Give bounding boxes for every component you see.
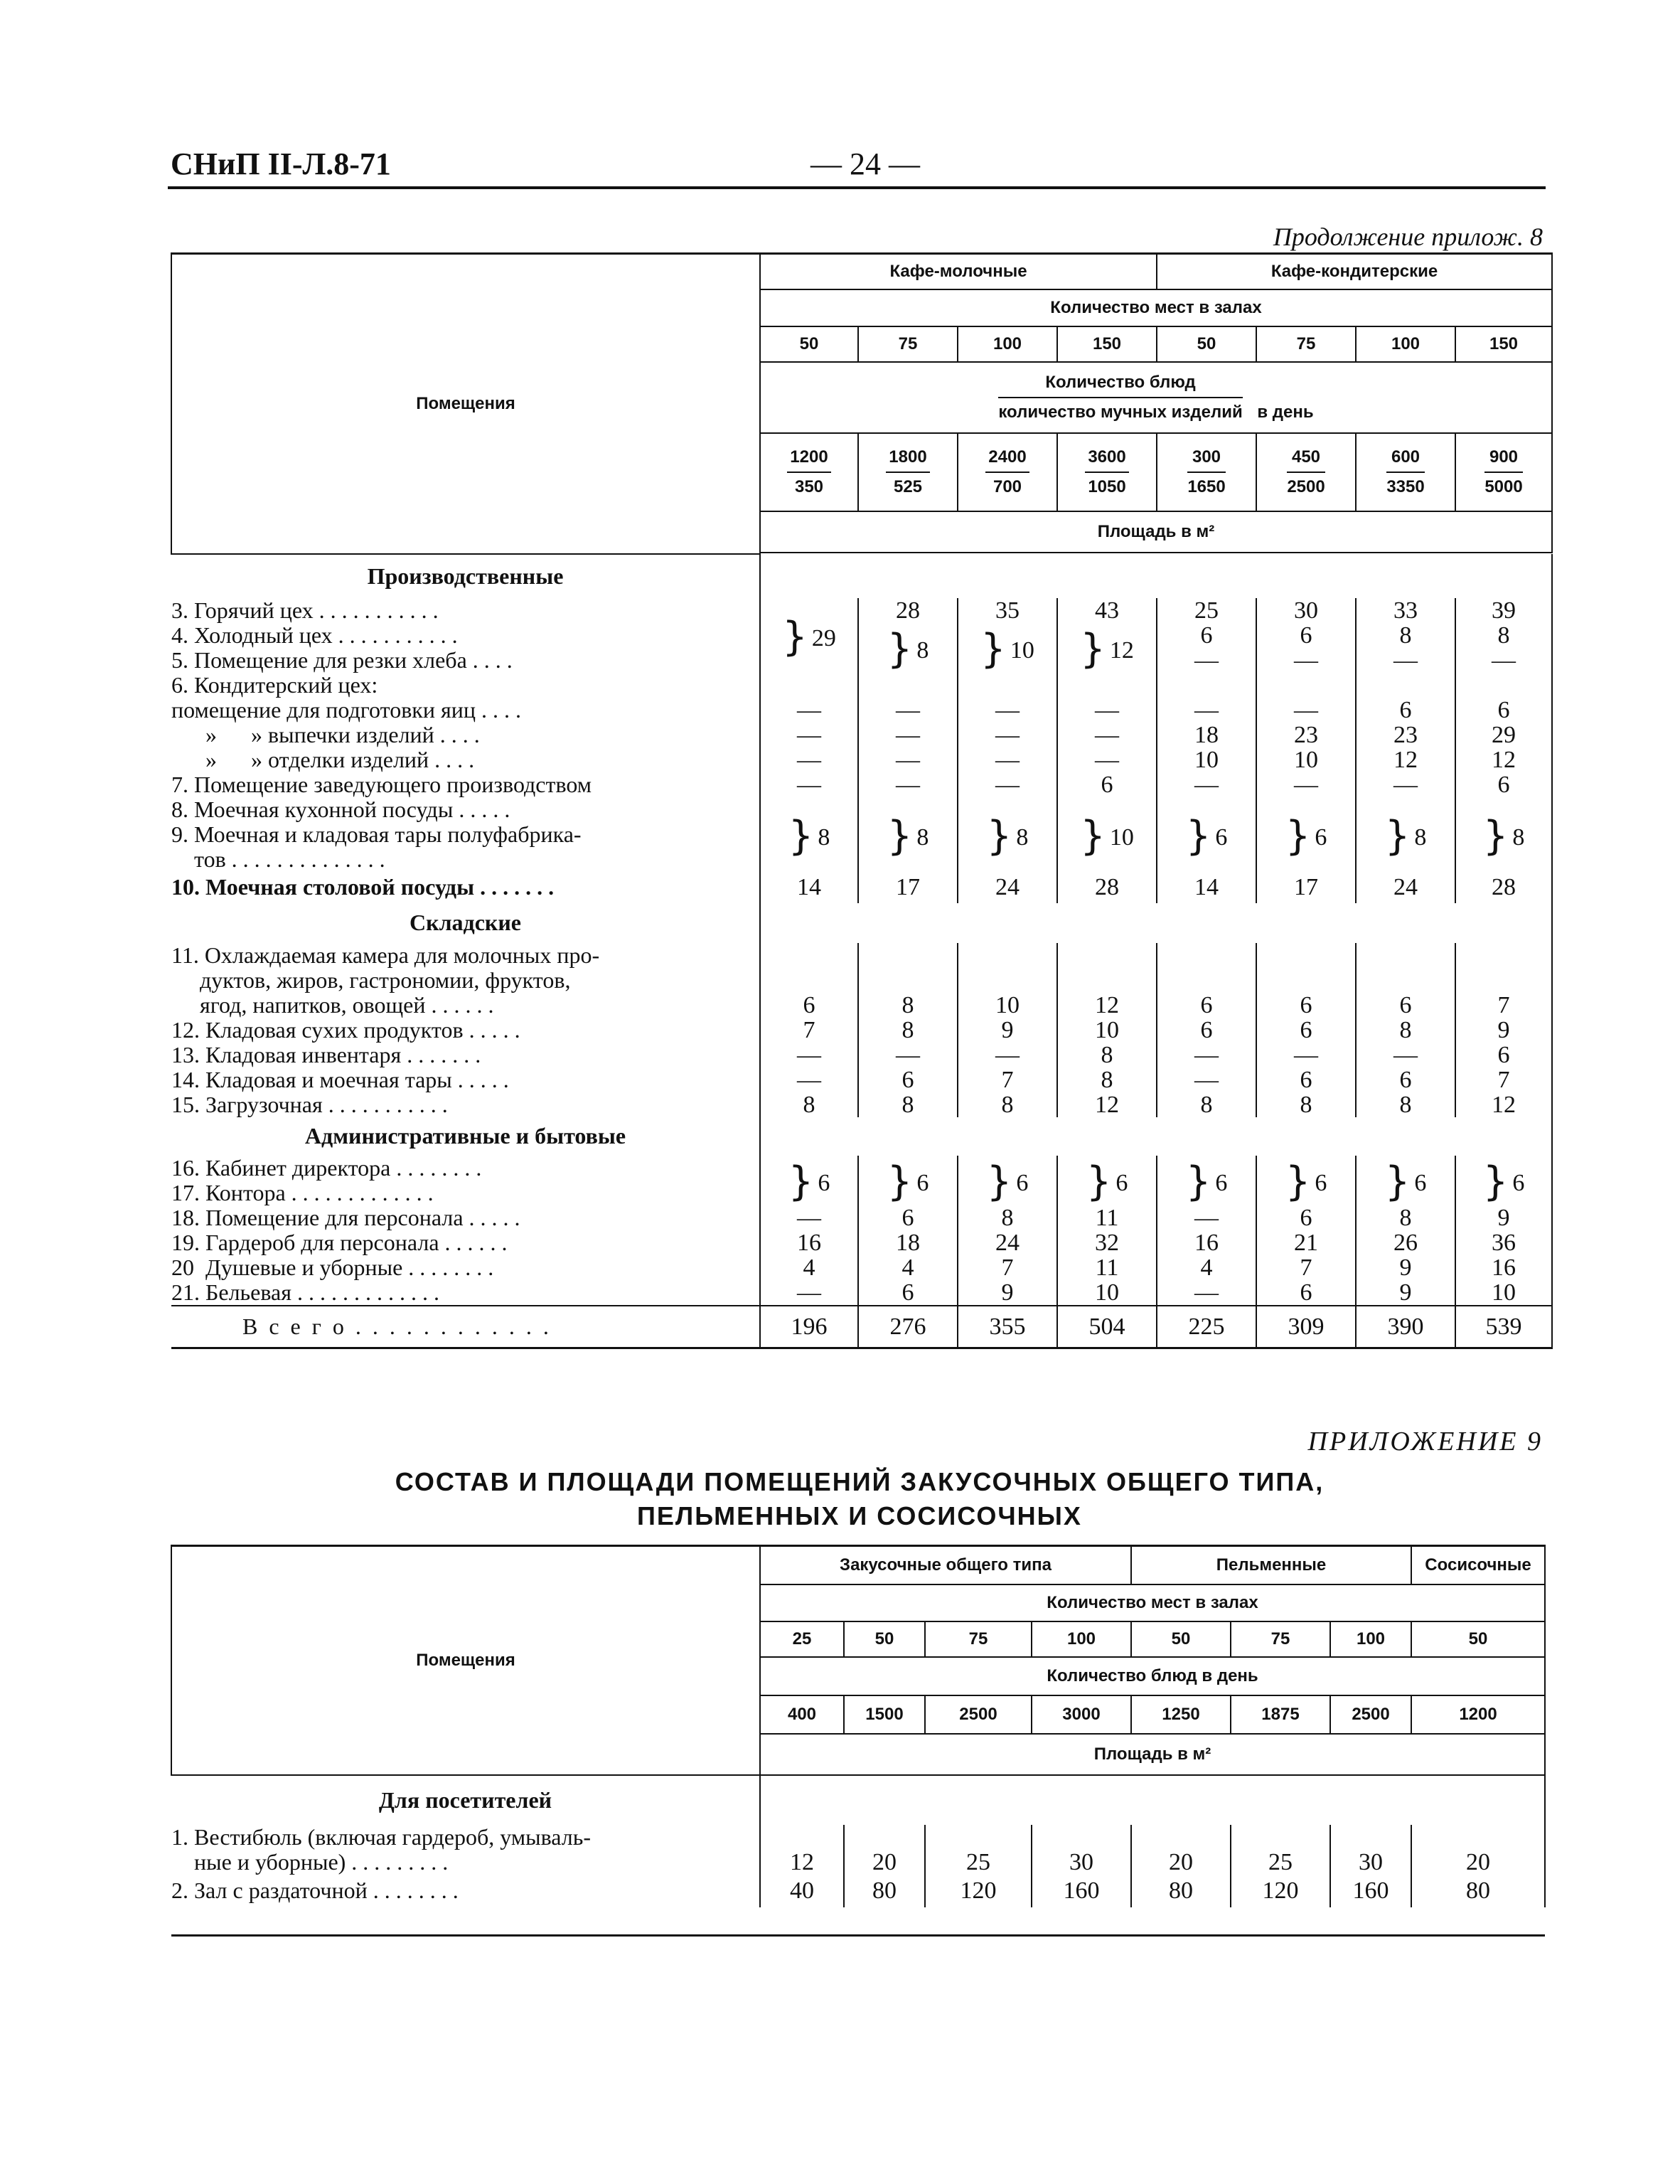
value-cell: 6 xyxy=(1455,698,1552,723)
value-cell: 8 xyxy=(1356,1018,1455,1043)
seats-cell: 75 xyxy=(1256,326,1356,362)
value-cell: 6 xyxy=(858,1205,958,1230)
value-cell: — xyxy=(1157,648,1256,673)
value-cell: } 8 xyxy=(1356,797,1455,872)
value-cell: 9 xyxy=(1356,1280,1455,1306)
value-cell: 28 xyxy=(1057,872,1157,903)
total-cell: 355 xyxy=(958,1306,1057,1348)
total-cell: 504 xyxy=(1057,1306,1157,1348)
value-cell: 80 xyxy=(1411,1875,1545,1907)
dishes-cell: $\frac{300}{1650}$ xyxy=(1157,433,1256,511)
value-cell: 9 xyxy=(1455,1018,1552,1043)
value-cell: 4 xyxy=(1157,1255,1256,1280)
value-cell: — xyxy=(760,772,858,797)
appendix-label: ПРИЛОЖЕНИЕ 9 xyxy=(1307,1427,1543,1456)
value-cell: 30 xyxy=(1330,1850,1411,1875)
dishes-cell: $\frac{900}{5000}$ xyxy=(1455,433,1552,511)
row-label: » » отделки изделий . . . . xyxy=(171,746,475,772)
brace-icon: } xyxy=(980,626,1006,672)
value-cell: 20 xyxy=(1411,1850,1545,1875)
seats-cell: 50 xyxy=(1157,326,1256,362)
value-cell: — xyxy=(760,1067,858,1092)
value-cell: 6 xyxy=(1256,1018,1356,1043)
value-cell: 26 xyxy=(1356,1230,1455,1255)
value-cell: — xyxy=(1455,648,1552,673)
value-cell: 20 xyxy=(844,1850,925,1875)
value-cell: — xyxy=(760,747,858,772)
value-cell: 28 xyxy=(1455,872,1552,903)
section-visitors: Для посетителей xyxy=(378,1786,552,1813)
dishes-cell: $\frac{2400}{700}$ xyxy=(958,433,1057,511)
row-label: 20 Душевые и уборные . . . . . . . . xyxy=(171,1254,494,1280)
dishes-cell: $\frac{3600}{1050}$ xyxy=(1057,433,1157,511)
group-header-dumpling-houses: Пельменные xyxy=(1131,1546,1411,1584)
row-label: 1. Вестибюль (включая гардероб, умываль- xyxy=(171,1823,591,1850)
value-cell: 33 xyxy=(1356,598,1455,623)
dishes-header: Количество блюд в день xyxy=(760,1657,1545,1695)
value-cell: 12 xyxy=(1455,747,1552,772)
section-production: Производственные xyxy=(367,563,564,589)
value-cell: 23 xyxy=(1256,723,1356,747)
value-cell: 80 xyxy=(844,1875,925,1907)
value-cell: 16 xyxy=(1455,1255,1552,1280)
value-cell: 18 xyxy=(1157,723,1256,747)
row-label: 9. Моечная и кладовая тары полуфабрика- xyxy=(171,821,582,847)
value-cell: 36 xyxy=(1455,1230,1552,1255)
row-label: 11. Охлаждаемая камера для молочных про- xyxy=(171,942,600,968)
value-cell: 10 xyxy=(1057,1018,1157,1043)
value-cell: — xyxy=(1256,1043,1356,1067)
value-cell: 4 xyxy=(760,1255,858,1280)
value-cell: 120 xyxy=(925,1875,1032,1907)
dishes-cell: $\frac{600}{3350}$ xyxy=(1356,433,1455,511)
value-cell: 29 xyxy=(1455,723,1552,747)
row-label: » » выпечки изделий . . . . xyxy=(171,721,480,747)
value-cell: — xyxy=(1057,747,1157,772)
seats-cell: 50 xyxy=(844,1621,925,1657)
appendix-title-line2: ПЕЛЬМЕННЫХ И СОСИСОЧНЫХ xyxy=(637,1501,1082,1530)
seats-header: Количество мест в залах xyxy=(760,289,1552,326)
dishes-cell: $\frac{1800}{525}$ xyxy=(858,433,958,511)
dishes-cell: 2500 xyxy=(1330,1695,1411,1734)
column-header-rooms: Помещения xyxy=(171,1546,760,1775)
value-cell: — xyxy=(760,1280,858,1306)
value-cell: — xyxy=(1356,1043,1455,1067)
seats-cell: 50 xyxy=(1131,1621,1231,1657)
value-cell: 16 xyxy=(1157,1230,1256,1255)
value-cell: 8 xyxy=(1157,1092,1256,1117)
value-cell: 8 xyxy=(1455,623,1552,648)
row-label: 12. Кладовая сухих продуктов . . . . . xyxy=(171,1016,520,1043)
value-cell: } 6 xyxy=(1356,1156,1455,1205)
value-cell: — xyxy=(760,698,858,723)
value-cell: 8 xyxy=(858,993,958,1018)
seats-cell: 75 xyxy=(858,326,958,362)
seats-cell: 100 xyxy=(1032,1621,1131,1657)
value-cell: 4 xyxy=(858,1255,958,1280)
appendix-title-line1: СОСТАВ И ПЛОЩАДИ ПОМЕЩЕНИЙ ЗАКУСОЧНЫХ ОБЩЕГО ТИПА, xyxy=(395,1467,1325,1496)
value-cell: — xyxy=(1256,772,1356,797)
value-cell: 8 xyxy=(958,1092,1057,1117)
value-cell: — xyxy=(858,747,958,772)
value-cell: 8 xyxy=(1057,1067,1157,1092)
value-cell: } 6 xyxy=(1256,797,1356,872)
total-label: В с е г о . . . . . . . . . . . . xyxy=(171,1306,760,1348)
value-cell: — xyxy=(858,723,958,747)
row-label: 2. Зал с раздаточной . . . . . . . . xyxy=(171,1877,459,1903)
row-label: 16. Кабинет директора . . . . . . . . xyxy=(171,1154,482,1181)
value-cell: 8 xyxy=(1256,1092,1356,1117)
dishes-cell: 1200 xyxy=(1411,1695,1545,1734)
flour-products-label: количество мучных изделий xyxy=(998,402,1243,422)
value-cell: 10 xyxy=(1256,747,1356,772)
row-label: тов . . . . . . . . . . . . . . xyxy=(171,846,385,872)
seats-cell: 75 xyxy=(925,1621,1032,1657)
value-cell: 8 xyxy=(1356,1205,1455,1230)
value-cell: 6 xyxy=(1256,1280,1356,1306)
row-label: 19. Гардероб для персонала . . . . . . xyxy=(171,1229,508,1255)
total-cell: 276 xyxy=(858,1306,958,1348)
brace-icon: } xyxy=(1080,626,1106,672)
value-cell: 11 xyxy=(1057,1205,1157,1230)
seats-cell: 75 xyxy=(1231,1621,1330,1657)
group-header-sausage-bars: Сосисочные xyxy=(1411,1546,1545,1584)
value-cell: 8 xyxy=(958,1205,1057,1230)
value-cell: } 6 xyxy=(1157,797,1256,872)
brace-icon: } xyxy=(887,626,913,672)
value-cell: 7 xyxy=(760,1018,858,1043)
value-cell: 12 xyxy=(1356,747,1455,772)
area-header: Площадь в м² xyxy=(760,511,1552,553)
value-cell: } 8 xyxy=(760,797,858,872)
page-number: — 24 — xyxy=(810,147,920,181)
seats-cell: 50 xyxy=(760,326,858,362)
column-header-rooms: Помещения xyxy=(171,254,760,554)
value-cell: 6 xyxy=(1157,623,1256,648)
value-cell: 23 xyxy=(1356,723,1455,747)
value-cell: — xyxy=(1157,1067,1256,1092)
value-cell: 10 xyxy=(958,993,1057,1018)
value-cell: } 12 xyxy=(1057,623,1157,673)
value-cell: } 6 xyxy=(1057,1156,1157,1205)
value-cell: 30 xyxy=(1032,1850,1131,1875)
seats-cell: 150 xyxy=(1455,326,1552,362)
value-cell: 9 xyxy=(1455,1205,1552,1230)
dishes-cell: 3000 xyxy=(1032,1695,1131,1734)
value-cell: 30 xyxy=(1256,598,1356,623)
value-cell: 6 xyxy=(1256,1205,1356,1230)
value-cell: 24 xyxy=(958,872,1057,903)
value-cell: — xyxy=(1356,648,1455,673)
value-cell: 17 xyxy=(1256,872,1356,903)
area-header: Площадь в м² xyxy=(760,1734,1545,1775)
value-cell: 6 xyxy=(1256,623,1356,648)
document-code: СНиП II-Л.8-71 xyxy=(171,147,391,181)
value-cell: — xyxy=(1157,1280,1256,1306)
seats-cell: 100 xyxy=(1356,326,1455,362)
dishes-cell: $\frac{1200}{350}$ xyxy=(760,433,858,511)
value-cell: 8 xyxy=(858,1092,958,1117)
dishes-cell: 400 xyxy=(760,1695,844,1734)
value-cell: 6 xyxy=(760,993,858,1018)
group-header-milk-cafe: Кафе-молочные xyxy=(760,254,1157,289)
row-label: 21. Бельевая . . . . . . . . . . . . . xyxy=(171,1279,439,1305)
seats-cell: 100 xyxy=(958,326,1057,362)
value-cell: 8 xyxy=(1356,623,1455,648)
total-cell: 309 xyxy=(1256,1306,1356,1348)
row-label: ные и уборные) . . . . . . . . . xyxy=(171,1848,449,1875)
row-label: 5. Помещение для резки хлеба . . . . xyxy=(171,646,513,673)
value-cell: 80 xyxy=(1131,1875,1231,1907)
value-cell: 160 xyxy=(1032,1875,1131,1907)
seats-header: Количество мест в залах xyxy=(760,1584,1545,1621)
dishes-header xyxy=(760,362,1552,433)
header-rule xyxy=(168,186,1546,189)
value-cell: 120 xyxy=(1231,1875,1330,1907)
value-cell: 35 xyxy=(958,598,1057,623)
brace-icon: } xyxy=(782,613,808,660)
value-cell: 18 xyxy=(858,1230,958,1255)
value-cell: — xyxy=(1256,648,1356,673)
value-cell: 6 xyxy=(1356,993,1455,1018)
value-cell: 9 xyxy=(1356,1255,1455,1280)
value-cell: 25 xyxy=(1157,598,1256,623)
value-cell: 8 xyxy=(858,1018,958,1043)
value-cell: 32 xyxy=(1057,1230,1157,1255)
row-label: 3. Горячий цех . . . . . . . . . . . xyxy=(171,597,439,623)
value-cell: 6 xyxy=(1157,993,1256,1018)
dishes-cell: 1875 xyxy=(1231,1695,1330,1734)
value-cell: 14 xyxy=(760,872,858,903)
value-cell: — xyxy=(1057,723,1157,747)
total-cell: 390 xyxy=(1356,1306,1455,1348)
row-label: 10. Моечная столовой посуды . . . . . . . xyxy=(171,874,555,900)
row-label: дуктов, жиров, гастрономии, фруктов, xyxy=(171,966,571,993)
row-label: 17. Контора . . . . . . . . . . . . . xyxy=(171,1179,434,1205)
value-cell: } 8 xyxy=(958,797,1057,872)
value-cell: 16 xyxy=(760,1230,858,1255)
value-cell: 43 xyxy=(1057,598,1157,623)
value-cell: 6 xyxy=(1455,772,1552,797)
value-cell: 24 xyxy=(958,1230,1057,1255)
value-cell: 10 xyxy=(1455,1280,1552,1306)
dishes-cell: 2500 xyxy=(925,1695,1032,1734)
value-cell: } 6 xyxy=(1455,1156,1552,1205)
value-cell: } 6 xyxy=(858,1156,958,1205)
dishes-cell: 1250 xyxy=(1131,1695,1231,1734)
value-cell: } 10 xyxy=(1057,797,1157,872)
dishes-label: Количество блюд xyxy=(998,368,1242,398)
value-cell: 9 xyxy=(958,1018,1057,1043)
value-cell: 14 xyxy=(1157,872,1256,903)
total-cell: 539 xyxy=(1455,1306,1552,1348)
value-cell: 6 xyxy=(1256,993,1356,1018)
value-cell: 6 xyxy=(1157,1018,1256,1043)
value-cell: } 6 xyxy=(1157,1156,1256,1205)
value-cell: 7 xyxy=(1455,993,1552,1018)
value-cell: 8 xyxy=(1356,1092,1455,1117)
value-cell: — xyxy=(760,1205,858,1230)
value-cell: — xyxy=(1256,698,1356,723)
value-cell: 40 xyxy=(760,1875,844,1907)
value-cell: — xyxy=(958,1043,1057,1067)
value-cell: — xyxy=(858,698,958,723)
value-cell: 10 xyxy=(1157,747,1256,772)
value-cell: } 8 xyxy=(858,623,958,673)
seats-cell: 100 xyxy=(1330,1621,1411,1657)
value-cell: 6 xyxy=(858,1280,958,1306)
row-label: 7. Помещение заведующего производством xyxy=(171,771,592,797)
value-cell: 12 xyxy=(760,1850,844,1875)
value-cell: 6 xyxy=(1356,698,1455,723)
value-cell: 6 xyxy=(1256,1067,1356,1092)
row-label: 18. Помещение для персонала . . . . . xyxy=(171,1204,520,1230)
value-cell: 6 xyxy=(1057,772,1157,797)
row-label: 4. Холодный цех . . . . . . . . . . . xyxy=(171,622,458,648)
value-cell: 9 xyxy=(958,1280,1057,1306)
row-label: 8. Моечная кухонной посуды . . . . . xyxy=(171,796,510,822)
value-cell: 8 xyxy=(760,1092,858,1117)
value-cell: 25 xyxy=(925,1850,1032,1875)
value-cell: 39 xyxy=(1455,598,1552,623)
value-cell: 10 xyxy=(1057,1280,1157,1306)
value-cell: — xyxy=(1157,698,1256,723)
dishes-cell: $\frac{450}{2500}$ xyxy=(1256,433,1356,511)
value-cell: — xyxy=(958,723,1057,747)
value-cell: — xyxy=(958,747,1057,772)
value-cell: 8 xyxy=(1057,1043,1157,1067)
section-administrative: Административные и бытовые xyxy=(304,1123,626,1149)
row-label: 13. Кладовая инвентаря . . . . . . . xyxy=(171,1041,481,1067)
value-cell: 6 xyxy=(858,1067,958,1092)
value-cell: 7 xyxy=(958,1067,1057,1092)
value-cell: } 6 xyxy=(1256,1156,1356,1205)
table-appendix-9 xyxy=(171,1545,1546,1937)
row-label: ягод, напитков, овощей . . . . . . xyxy=(171,991,494,1018)
value-cell: — xyxy=(1057,698,1157,723)
seats-cell: 50 xyxy=(1411,1621,1545,1657)
seats-cell: 25 xyxy=(760,1621,844,1657)
value-cell: 21 xyxy=(1256,1230,1356,1255)
value-cell: 6 xyxy=(1356,1067,1455,1092)
row-label: 14. Кладовая и моечная тары . . . . . xyxy=(171,1066,509,1092)
continuation-note: Продолжение прилож. 8 xyxy=(1273,223,1543,251)
value-cell: } 10 xyxy=(958,623,1057,673)
value-cell: 6 xyxy=(1455,1043,1552,1067)
value-cell: 20 xyxy=(1131,1850,1231,1875)
value-cell: 24 xyxy=(1356,872,1455,903)
value-cell: 17 xyxy=(858,872,958,903)
value-cell: — xyxy=(1157,1205,1256,1230)
value-cell: — xyxy=(858,772,958,797)
value-cell: — xyxy=(1157,772,1256,797)
value-cell: 28 xyxy=(858,598,958,623)
value-cell: — xyxy=(760,1043,858,1067)
value-cell: 12 xyxy=(1455,1092,1552,1117)
value-cell: — xyxy=(958,772,1057,797)
total-cell: 225 xyxy=(1157,1306,1256,1348)
seats-cell: 150 xyxy=(1057,326,1157,362)
per-day-label: в день xyxy=(1257,402,1314,422)
value-cell: } 6 xyxy=(760,1156,858,1205)
table-appendix-8 xyxy=(171,252,1553,1349)
value-cell: 11 xyxy=(1057,1255,1157,1280)
row-label: 15. Загрузочная . . . . . . . . . . . xyxy=(171,1091,448,1117)
value-cell: 12 xyxy=(1057,1092,1157,1117)
value-cell: 12 xyxy=(1057,993,1157,1018)
value-cell: } 6 xyxy=(958,1156,1057,1205)
dishes-cell: 1500 xyxy=(844,1695,925,1734)
group-header-snack-bars: Закусочные общего типа xyxy=(760,1546,1131,1584)
row-label: помещение для подготовки яиц . . . . xyxy=(171,696,521,723)
value-cell: } 29 xyxy=(760,598,858,673)
value-cell: 7 xyxy=(958,1255,1057,1280)
value-cell: 25 xyxy=(1231,1850,1330,1875)
value-cell: 160 xyxy=(1330,1875,1411,1907)
section-storage: Складские xyxy=(410,910,521,935)
value-cell: } 8 xyxy=(1455,797,1552,872)
value-cell: — xyxy=(858,1043,958,1067)
group-header-confectionery-cafe: Кафе-кондитерские xyxy=(1157,254,1552,289)
value-cell: — xyxy=(760,723,858,747)
value-cell: 7 xyxy=(1256,1255,1356,1280)
value-cell: — xyxy=(1157,1043,1256,1067)
value-cell: — xyxy=(958,698,1057,723)
value-cell: — xyxy=(1356,772,1455,797)
row-label: 6. Кондитерский цех: xyxy=(171,671,378,698)
total-cell: 196 xyxy=(760,1306,858,1348)
value-cell: } 8 xyxy=(858,797,958,872)
value-cell: 7 xyxy=(1455,1067,1552,1092)
